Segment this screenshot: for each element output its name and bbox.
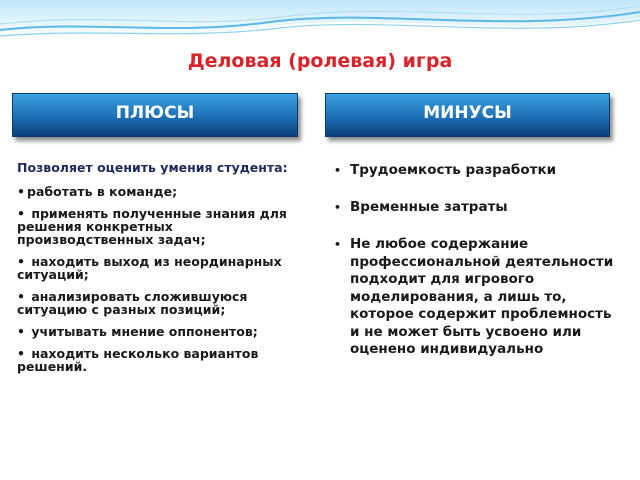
pros-item-text: находить несколько вариантов решений. — [17, 346, 259, 374]
pros-intro: Позволяет оценить умения студента: — [17, 160, 288, 175]
cons-item — [334, 162, 619, 180]
cons-item-text: Временные затраты — [350, 199, 508, 215]
pros-item-text: применять полученные знания для решения конкретных производственных задач; — [17, 206, 287, 247]
bullet-icon: • — [17, 184, 25, 199]
pros-item-text: работать в команде; — [27, 184, 178, 199]
pros-item — [17, 325, 307, 338]
cons-header: МИНУСЫ — [325, 93, 610, 137]
pros-item-text: находить выход из неординарных ситуаций; — [17, 254, 282, 282]
cons-item — [334, 236, 619, 359]
cons-item — [334, 199, 619, 217]
bullet-icon: • — [334, 164, 342, 177]
bullet-icon: • — [334, 201, 342, 214]
pros-item — [17, 347, 307, 373]
pros-item — [17, 185, 307, 198]
bullet-icon: • — [334, 238, 342, 251]
cons-item-text: Трудоемкость разработки — [350, 162, 557, 178]
cons-column — [334, 162, 619, 378]
pros-item — [17, 207, 307, 246]
cons-item-text: Не любое содержание профессиональной деятельности подходит для игрового моделирования, а лишь то, которое содержит проблемность и не может быть усвоено или оценено индивидуально — [350, 236, 614, 357]
bullet-icon: • — [17, 206, 25, 221]
slide-title: Деловая (ролевая) игра — [187, 50, 453, 72]
bullet-icon: • — [17, 254, 25, 269]
bullet-icon: • — [17, 324, 25, 339]
pros-item-text: учитывать мнение оппонентов; — [27, 324, 258, 339]
pros-item-text: анализировать сложившуюся ситуацию с разных позиций; — [17, 289, 248, 317]
bullet-icon: • — [17, 346, 25, 361]
bullet-icon: • — [17, 289, 25, 304]
pros-item — [17, 255, 307, 281]
pros-item — [17, 290, 307, 316]
pros-column — [17, 158, 307, 382]
pros-header: ПЛЮСЫ — [12, 93, 298, 137]
